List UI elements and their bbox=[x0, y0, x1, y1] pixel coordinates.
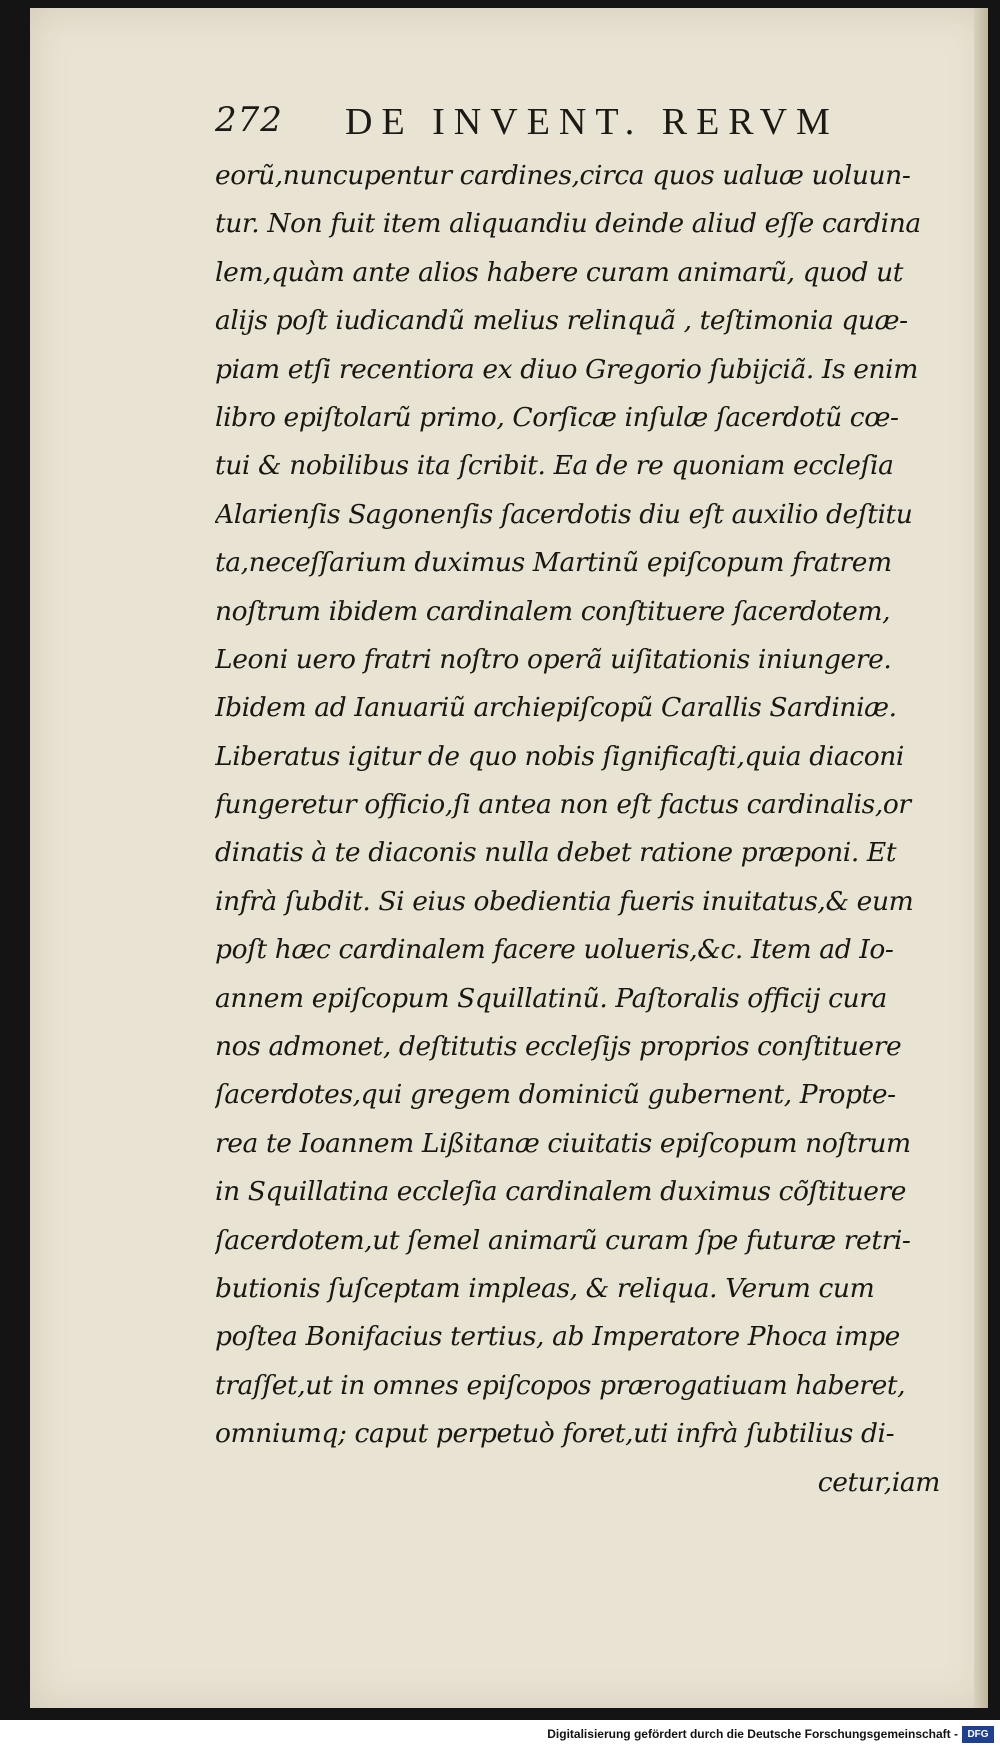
text-line: Leoni uero fratri noſtro operã uiſitationis iniungere. bbox=[215, 643, 892, 675]
text-line: Liberatus igitur de quo nobis ſignificaſti,quia diaconi bbox=[215, 740, 904, 772]
funding-note: Digitalisierung gefördert durch die Deutsche Forschungsgemeinschaft - bbox=[547, 1727, 958, 1741]
catchword-line: cetur,iam bbox=[817, 1466, 940, 1498]
page-number: 272 bbox=[215, 100, 283, 140]
text-line: Ibidem ad Ianuariũ archiepiſcopũ Carallis Sardiniæ. bbox=[215, 692, 897, 724]
text-line: ſacerdotes,qui gregem dominicũ gubernent, Propte- bbox=[215, 1079, 896, 1111]
text-line: piam etſi recentiora ex diuo Gregorio ſubijciã. Is enim bbox=[215, 353, 918, 385]
text-line: fungeretur officio,ſi antea non eſt factus cardinalis,or bbox=[215, 789, 911, 821]
text-line: lem,quàm ante alios habere curam animarũ, quod ut bbox=[215, 256, 903, 288]
text-line: butionis ſuſceptam impleas, & reliqua. Verum cum bbox=[215, 1272, 875, 1304]
text-line: dinatis à te diaconis nulla debet ratione præponi. Et bbox=[215, 837, 897, 869]
text-line: eorũ,nuncupentur cardines,circa quos ualuæ uoluun- bbox=[215, 160, 911, 191]
text-line: rea te Ioannem Lißitanæ ciuitatis epiſcopum noſtrum bbox=[215, 1127, 911, 1159]
text-line: Alarienſis Sagonenſis ſacerdotis diu eſt auxilio deſtitu bbox=[215, 498, 913, 530]
dfg-logo[interactable]: DFG bbox=[962, 1726, 994, 1743]
body-text bbox=[215, 152, 950, 1507]
text-line: libro epiſtolarũ primo, Corſicæ inſulæ ſacerdotũ cœ- bbox=[215, 401, 899, 433]
page-edge bbox=[974, 8, 988, 1708]
text-line: traſſet,ut in omnes epiſcopos prærogatiuam haberet, bbox=[215, 1369, 906, 1401]
text-line: poſtea Bonifacius tertius, ab Imperatore Phoca impe bbox=[215, 1321, 900, 1353]
text-line: alijs poſt iudicandũ melius relinquã , teſtimonia quæ- bbox=[215, 305, 908, 337]
text-line: in Squillatina eccleſia cardinalem duximus cõſtituere bbox=[215, 1176, 907, 1208]
text-line: poſt hæc cardinalem facere uolueris,&c. Item ad Io- bbox=[215, 934, 894, 966]
text-line: annem epiſcopum Squillatinũ. Paſtoralis officij cura bbox=[215, 982, 887, 1014]
running-head: DE INVENT. RERVM bbox=[345, 101, 839, 143]
text-line: tur. Non fuit item aliquandiu deinde aliud eſſe cardina bbox=[215, 208, 921, 240]
scan-footer bbox=[0, 1720, 1000, 1751]
page-header bbox=[215, 100, 915, 150]
text-line: ta,neceſſarium duximus Martinũ epiſcopum fratrem bbox=[215, 547, 892, 579]
text-line: tui & nobilibus ita ſcribit. Ea de re quoniam eccleſia bbox=[215, 450, 894, 482]
text-line: noſtrum ibidem cardinalem conſtituere ſacerdotem, bbox=[215, 595, 891, 627]
text-line: infrà ſubdit. Si eius obedientia fueris inuitatus,& eum bbox=[215, 885, 914, 917]
text-line: ſacerdotem,ut ſemel animarũ curam ſpe futuræ retri- bbox=[215, 1224, 911, 1256]
text-line: nos admonet, deſtitutis eccleſijs proprios conſtituere bbox=[215, 1031, 902, 1063]
text-line: omniumq; caput perpetuò foret,uti infrà ſubtilius di- bbox=[215, 1418, 895, 1450]
